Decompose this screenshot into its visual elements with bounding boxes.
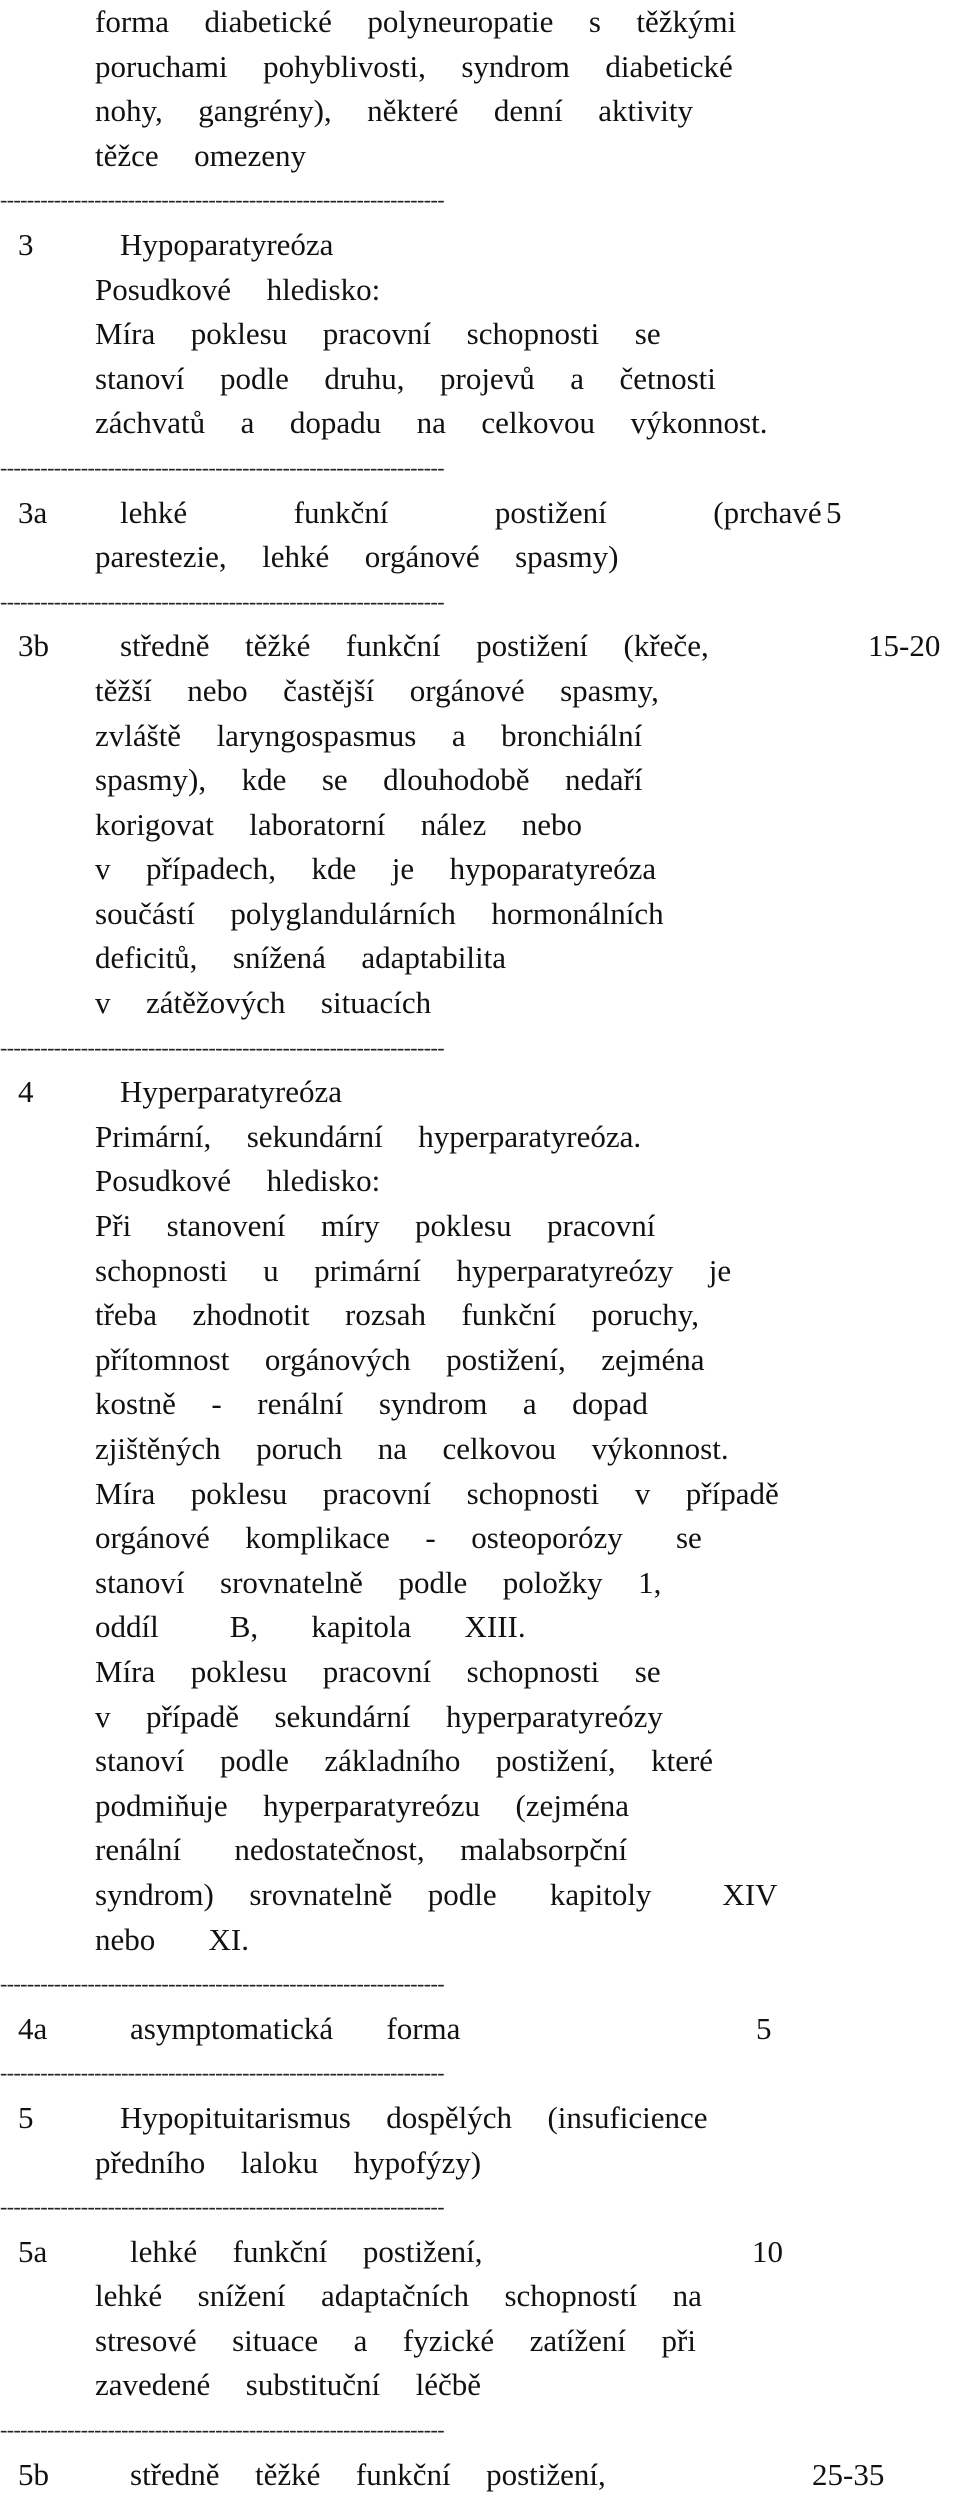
text-line-content: zjištěných poruch na celkovou výkonnost. [95,1431,729,1466]
item-description: středně těžké funkční postižení (křeče, [120,628,709,664]
text-line [0,312,960,357]
item-description: Hypoparatyreóza [120,226,334,262]
text-line [0,401,960,446]
text-line-content: syndrom) srovnatelně podle kapitoly XIV [95,1876,778,1912]
text-line-content: Posudkové hledisko: [95,271,381,307]
text-line [0,981,960,1026]
text-line-content: korigovat laboratorní nález nebo [95,806,582,842]
row-separator: ------------------------------------------------------------------ [0,588,444,614]
text-line [0,2363,960,2408]
text-line [0,1739,960,1784]
text-line [0,1873,960,1918]
text-line [0,1338,960,1383]
text-line [0,1159,960,1204]
item-row [0,223,960,268]
text-line-content: stanoví srovnatelně podle položky 1, [95,1564,662,1600]
text-line-content: oddíl B, kapitola XIII. [95,1609,526,1645]
item-description: asymptomatická forma [130,2010,461,2046]
item-number: 5 [18,2099,34,2135]
text-line [0,1204,960,1249]
text-line-content: Posudkové hledisko: [95,1163,381,1199]
text-line [0,1918,960,1963]
text-line-content: spasmy), kde se dlouhodobě nedaří [95,762,643,798]
row-separator: ------------------------------------------------------------------ [0,2194,444,2220]
text-line [0,714,960,759]
text-line-content: lehké snížení adaptačních schopností na [95,2278,702,2314]
text-line-content: poruchami pohyblivosti, syndrom diabetické [95,48,733,84]
text-line-content: zavedené substituční léčbě [95,2367,482,2403]
text-line [0,357,960,402]
text-line-content: podmiňuje hyperparatyreózu (zejména [95,1787,630,1823]
text-line [0,803,960,848]
item-row [0,2096,960,2141]
item-description: Hyperparatyreóza [120,1074,343,1110]
text-line [0,892,960,937]
item-row [0,491,960,536]
row-separator: ------------------------------------------------------------------ [0,1034,444,1060]
item-description: středně těžké funkční postižení, [130,2456,606,2492]
text-line [0,1828,960,1873]
row-separator: ------------------------------------------------------------------ [0,187,444,213]
text-line [0,669,960,714]
text-line [0,847,960,892]
text-line [0,1382,960,1427]
text-line-content: Při stanovení míry poklesu pracovní [95,1208,656,1244]
text-line-content: součástí polyglandulárních hormonálních [95,895,664,931]
text-line-content: těžší nebo častější orgánové spasmy, [95,672,659,708]
text-line-content: stanoví podle základního postižení, které [95,1743,714,1779]
text-line-content: Primární, sekundární hyperparatyreóza. [95,1118,642,1154]
text-line [0,1115,960,1160]
item-number: 3a [18,494,48,530]
item-number: 5b [18,2456,49,2492]
text-line [0,1427,960,1472]
text-line [0,134,960,179]
text-line-content: přítomnost orgánových postižení, zejména [95,1341,705,1377]
text-line-content: kostně - renální syndrom a dopad [95,1386,648,1422]
text-line [0,268,960,313]
text-line-content: zvláště laryngospasmus a bronchiální [95,717,643,753]
text-line-content: v případě sekundární hyperparatyreózy [95,1698,663,1734]
text-line [0,1695,960,1740]
item-number: 4a [18,2010,48,2046]
text-line [0,1561,960,1606]
text-line [0,1605,960,1650]
text-line [0,1650,960,1695]
text-line [0,535,960,580]
text-line-content: renální nedostatečnost, malabsorpční [95,1832,628,1868]
text-line-content: parestezie, lehké orgánové spasmy) [95,539,619,575]
text-line [0,1293,960,1338]
item-row [0,1070,960,1115]
text-line-content: nohy, gangrény), některé denní aktivity [95,93,693,129]
item-description: lehké funkční postižení, [130,2233,483,2269]
row-separator: ------------------------------------------------------------------ [0,454,444,480]
item-number: 5a [18,2233,48,2269]
text-line [0,758,960,803]
text-line [0,1249,960,1294]
item-description: Hypopituitarismus dospělých (insuficience [120,2099,708,2135]
text-line [0,2319,960,2364]
item-description: lehké funkční postižení (prchavé [120,494,822,530]
text-line [0,2141,960,2186]
row-separator: ------------------------------------------------------------------ [0,2060,444,2086]
text-line-content: Míra poklesu pracovní schopnosti v případě [95,1475,779,1511]
row-separator: ------------------------------------------------------------------ [0,1971,444,1997]
item-number: 3 [18,226,34,262]
text-line-content: deficitů, snížená adaptabilita [95,940,506,976]
item-percentage: 10 [752,2233,783,2269]
text-line [0,45,960,90]
item-number: 4 [18,1074,34,1110]
text-line-content: třeba zhodnotit rozsah funkční poruchy, [95,1297,699,1333]
text-line-content: záchvatů a dopadu na celkovou výkonnost. [95,405,768,441]
item-number: 3b [18,628,49,664]
text-line-content: těžce omezeny [95,137,307,173]
text-line [0,1472,960,1517]
text-line [0,0,960,45]
text-line [0,1784,960,1829]
text-line-content: v zátěžových situacích [95,985,432,1021]
item-percentage: 15-20 [868,628,941,664]
item-row [0,2230,960,2275]
item-row [0,2453,960,2497]
item-percentage: 25-35 [812,2456,885,2492]
text-line-content: orgánové komplikace - osteoporózy se [95,1520,702,1556]
text-line-content: nebo XI. [95,1921,249,1957]
item-percentage: 5 [826,494,842,530]
text-line [0,89,960,134]
text-line-content: předního laloku hypofýzy) [95,2144,482,2180]
item-row [0,2007,960,2052]
item-row [0,624,960,669]
row-separator: ------------------------------------------------------------------ [0,2417,444,2443]
text-line-content: stresové situace a fyzické zatížení při [95,2322,696,2358]
item-percentage: 5 [756,2010,772,2046]
text-line [0,936,960,981]
text-line-content: v případech, kde je hypoparatyreóza [95,851,657,887]
text-line-content: stanoví podle druhu, projevů a četnosti [95,360,716,396]
text-line [0,2274,960,2319]
text-line-content: Míra poklesu pracovní schopnosti se [95,1653,661,1689]
text-line-content: Míra poklesu pracovní schopnosti se [95,316,661,352]
text-line-content: schopnosti u primární hyperparatyreózy je [95,1252,732,1288]
text-line [0,1516,960,1561]
text-line-content: forma diabetické polyneuropatie s těžkými [95,4,737,39]
